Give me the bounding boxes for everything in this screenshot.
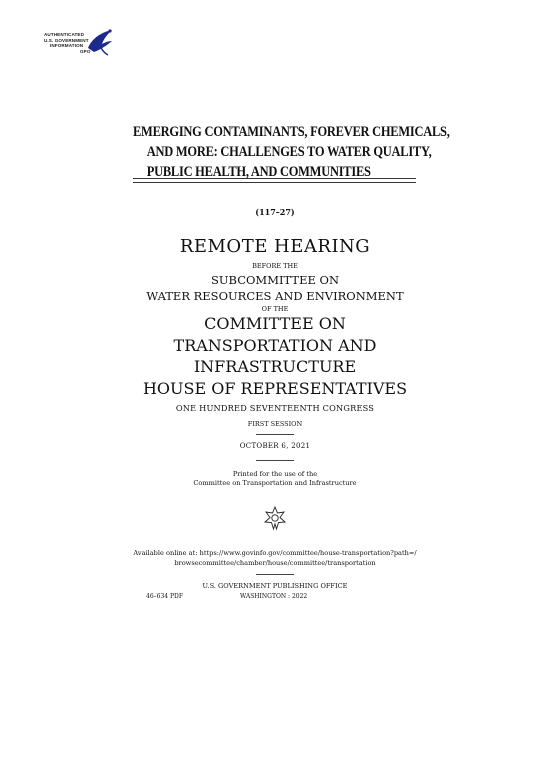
- available-line-1: Available online at: https://www.govinfo.gov/committee/house-transportation?path=/: [133, 549, 417, 557]
- washington-year: WASHINGTON : 2022: [240, 593, 308, 600]
- hearing-heading: REMOTE HEARING: [179, 236, 371, 257]
- hearing-title: [133, 122, 450, 182]
- of-the: OF THE: [261, 305, 289, 313]
- committee-line-2: TRANSPORTATION AND: [173, 336, 377, 355]
- subcommittee-line-1: SUBCOMMITTEE ON: [210, 273, 340, 287]
- title-double-rule: [133, 178, 416, 183]
- title-line-1: EMERGING CONTAMINANTS, FOREVER CHEMICALS,: [133, 124, 450, 140]
- available-line-2: browsecommittee/chamber/house/committee/transportation: [174, 559, 376, 567]
- house-of-representatives: HOUSE OF REPRESENTATIVES: [142, 379, 408, 398]
- gpo-authentication-seal: [44, 24, 114, 64]
- session-rule: [256, 434, 294, 435]
- date-rule: [256, 460, 294, 461]
- committee-line-1: COMMITTEE ON: [204, 314, 346, 333]
- hearing-date: OCTOBER 6, 2021: [239, 442, 311, 450]
- subcommittee-line-2: WATER RESOURCES AND ENVIRONMENT: [146, 289, 404, 303]
- gpo-ornament-icon: [262, 505, 288, 531]
- publishing-office: U.S. GOVERNMENT PUBLISHING OFFICE: [202, 582, 348, 590]
- eagle-icon: [82, 26, 116, 58]
- footer-rule: [256, 574, 294, 575]
- seal-line-1: AUTHENTICATED: [44, 32, 85, 37]
- seal-line-2: U.S. GOVERNMENT: [44, 37, 89, 43]
- printed-line-1: Printed for the use of the: [232, 470, 318, 478]
- title-line-2: AND MORE: CHALLENGES TO WATER QUALITY,: [146, 144, 432, 160]
- before-the: BEFORE THE: [252, 262, 298, 270]
- committee-line-3: INFRASTRUCTURE: [193, 357, 357, 376]
- serial-number: (117–27): [255, 207, 295, 217]
- congress: ONE HUNDRED SEVENTEENTH CONGRESS: [175, 403, 375, 413]
- printed-line-2: Committee on Transportation and Infrastructure: [193, 479, 357, 487]
- document-number: 46–634 PDF: [146, 593, 184, 600]
- seal-line-3: INFORMATION: [50, 43, 84, 49]
- seal-line-4: GPO: [80, 48, 91, 54]
- title-line-3: PUBLIC HEALTH, AND COMMUNITIES: [146, 164, 371, 180]
- session: FIRST SESSION: [247, 420, 303, 428]
